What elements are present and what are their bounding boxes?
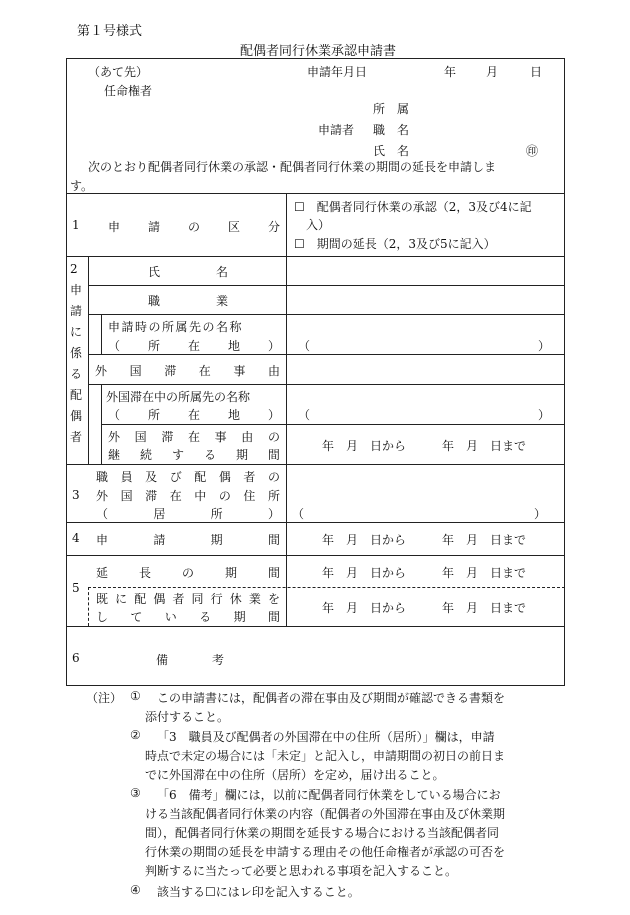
reason-period-label-a: 外 国 滞 在 事 由 の bbox=[108, 430, 280, 444]
prior-period-value: 年 月 日から 年 月 日まで bbox=[322, 601, 527, 615]
intro-line-1: 次のとおり配偶者同行休業の承認・配偶者同行休業の期間の延長を申請しま bbox=[88, 160, 497, 174]
row-5-number: 5 bbox=[72, 581, 80, 595]
row-4-number: 4 bbox=[72, 531, 80, 545]
date-day: 日 bbox=[530, 65, 543, 79]
reason-period-value: 年 月 日から 年 月 日まで bbox=[322, 439, 527, 453]
row-2-number: 2 bbox=[70, 262, 78, 276]
seal-mark: ㊞ bbox=[526, 144, 539, 158]
paren-open: （ bbox=[298, 408, 311, 422]
note-4-mark: ④ bbox=[130, 883, 141, 897]
row-5-label: 延 長 の 期 間 bbox=[96, 566, 280, 580]
extension-period-value: 年 月 日から 年 月 日まで bbox=[322, 566, 527, 580]
current-org-location-label: （ 所 在 地 ） bbox=[108, 339, 280, 353]
addressee: （あて先） bbox=[88, 65, 149, 79]
row-6-label: 備 考 bbox=[156, 653, 224, 667]
page-title: 配偶者同行休業承認申請書 bbox=[240, 44, 397, 59]
paren-close: ） bbox=[538, 339, 551, 353]
row-3-label-b: 外 国 滞 在 中 の 住 所 bbox=[96, 489, 280, 503]
approval-checkbox-option[interactable]: ☐ 配偶者同行休業の承認（2，3及び4に記 bbox=[294, 200, 532, 214]
current-org-label: 申請時の所属先の名称 bbox=[108, 320, 244, 334]
row-5-prior-label-a: 既 に 配 偶 者 同 行 休 業 を bbox=[96, 592, 280, 606]
row-1-number: 1 bbox=[72, 218, 80, 232]
row-5-prior-label-b: し て い る 期 間 bbox=[96, 610, 280, 624]
row-2-vertical-label: 申 請 に 係 る 配 偶 者 bbox=[70, 283, 83, 444]
row-1-label: 申 請 の 区 分 bbox=[108, 220, 280, 234]
notes-label: （注） bbox=[86, 691, 123, 705]
row-6-number: 6 bbox=[72, 651, 80, 665]
row-4-label: 申 請 期 間 bbox=[96, 533, 280, 547]
reason-period-label-b: 継 続 す る 期 間 bbox=[108, 448, 280, 462]
spouse-job-label: 職 業 bbox=[148, 294, 228, 308]
note-2: 「3 職員及び配偶者の外国滞在中の住所（居所）」欄は，申請 時点で未定の場合には「未定」と記入し，申請期間の初日の前日ま でに外国滞在中の住所（居所）を定め，届け出ること。 bbox=[145, 730, 506, 782]
paren-close: ） bbox=[538, 408, 551, 422]
extension-checkbox-option[interactable]: ☐ 期間の延長（2，3及び5に記入） bbox=[294, 237, 496, 251]
date-year: 年 bbox=[444, 65, 457, 79]
note-3-mark: ③ bbox=[130, 786, 141, 800]
appointer: 任命権者 bbox=[104, 84, 153, 98]
note-4: 該当する☐にはレ印を記入すること。 bbox=[157, 885, 360, 899]
application-period-value: 年 月 日から 年 月 日まで bbox=[322, 533, 527, 547]
abroad-org-label: 外国滞在中の所属先の名称 bbox=[106, 390, 251, 404]
row-3-number: 3 bbox=[72, 488, 80, 502]
application-date-label: 申請年月日 bbox=[307, 65, 368, 79]
paren-open: （ bbox=[292, 507, 305, 521]
paren-open: （ bbox=[298, 339, 311, 353]
row-3-label-c: （ 居 所 ） bbox=[96, 507, 280, 521]
note-1-mark: ① bbox=[130, 689, 141, 703]
date-month: 月 bbox=[486, 65, 499, 79]
note-3: 「6 備考」欄には，以前に配偶者同行休業をしている場合にお ける当該配偶者同行休業の内容（配偶者の外国滞在事由及び休業期 間），配偶者同行休業の期間を延長する場合における当該配偶者同 行休業の期間の延長を申請する理由その他任命権者が承認の可否を 判断するに当たって必要と思われる事項を記入すること。 bbox=[145, 788, 506, 878]
applicant-name-label: 氏 名 bbox=[373, 144, 410, 158]
abroad-reason-label: 外 国 滞 在 事 由 bbox=[95, 364, 280, 378]
abroad-org-location-label: （ 所 在 地 ） bbox=[108, 408, 280, 422]
paren-close: ） bbox=[534, 507, 547, 521]
form-number: 第１号様式 bbox=[77, 24, 143, 39]
applicant-affiliation-label: 所 属 bbox=[373, 102, 410, 116]
spouse-name-label: 氏 名 bbox=[148, 265, 228, 279]
note-2-mark: ② bbox=[130, 728, 141, 742]
approval-option-cont: 入） bbox=[306, 218, 331, 232]
note-1: この申請書には，配偶者の滞在事由及び期間が確認できる書類を 添付すること。 bbox=[145, 691, 506, 724]
row-3-label-a: 職 員 及 び 配 偶 者 の bbox=[96, 470, 280, 484]
applicant-label: 申請者 bbox=[318, 123, 355, 137]
applicant-position-label: 職 名 bbox=[373, 123, 410, 137]
intro-line-2: す。 bbox=[70, 179, 94, 193]
